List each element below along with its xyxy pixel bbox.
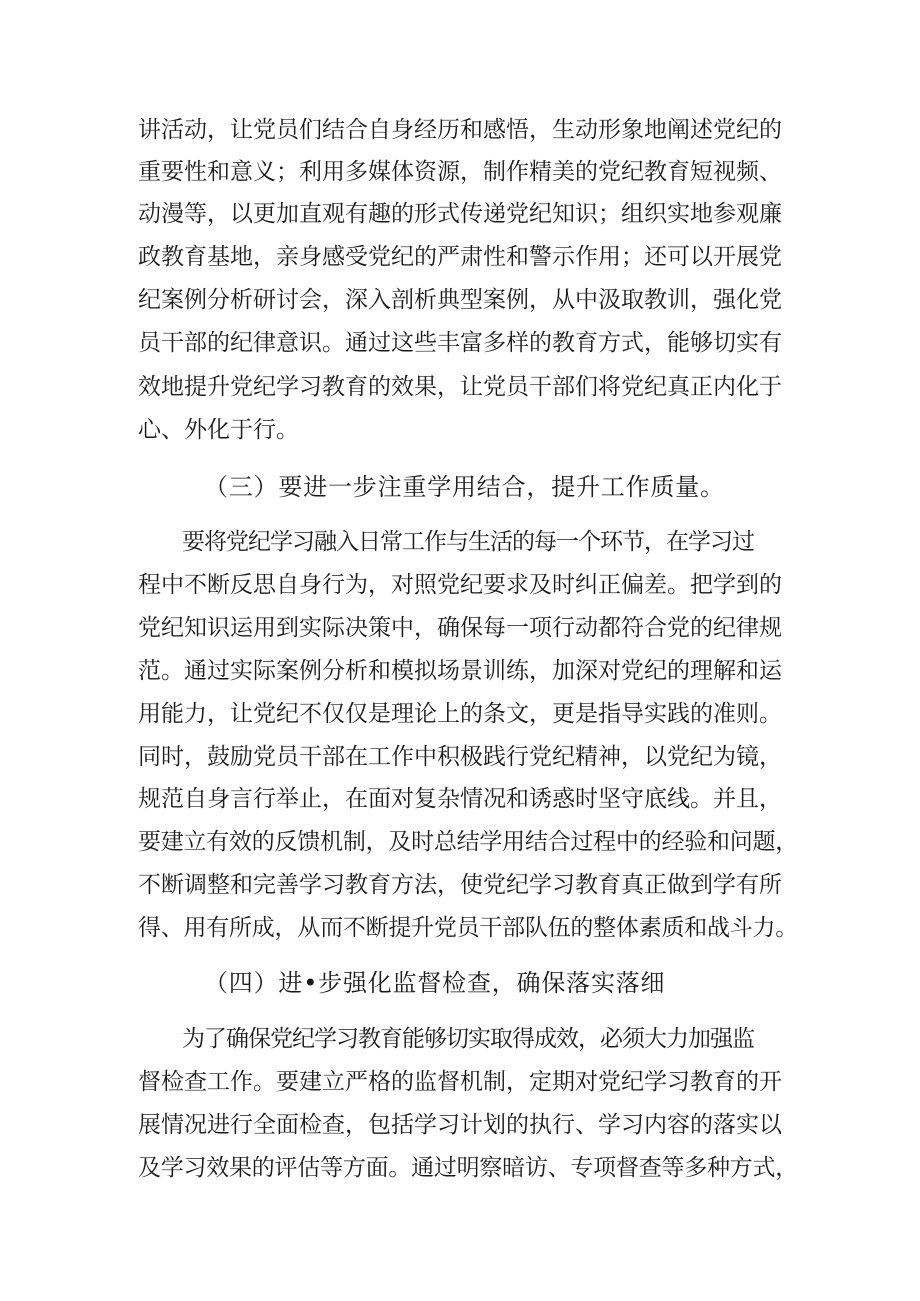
- paragraph-line: 党纪知识运用到实际决策中，确保每一项行动都符合党的纪律规: [138, 615, 782, 641]
- paragraph-line: 范。通过实际案例分析和模拟场景训练，加深对党纪的理解和运: [138, 658, 782, 684]
- paragraph-line: 及学习效果的评估等方面。通过明察暗访、专项督查等多种方式，: [138, 1155, 798, 1181]
- paragraph-line: 用能力，让党纪不仅仅是理论上的条文，更是指导实践的准则。: [138, 701, 782, 727]
- paragraph-line: 讲活动，让党员们结合自身经历和感悟，生动形象地阐述党纪的: [138, 117, 782, 143]
- paragraph-line: 重要性和意义；利用多媒体资源，制作精美的党纪教育短视频、: [138, 159, 782, 185]
- paragraph-line: 要建立有效的反馈机制，及时总结学用结合过程中的经验和问题，: [138, 829, 798, 855]
- paragraph-line: 为了确保党纪学习教育能够切实取得成效，必须大力加强监: [182, 1026, 754, 1052]
- paragraph-line: 动漫等，以更加直观有趣的形式传递党纪知识；组织实地参观廉: [138, 201, 782, 227]
- paragraph-line: 政教育基地，亲身感受党纪的严肃性和警示作用；还可以开展党: [138, 244, 782, 270]
- paragraph-line: 员干部的纪律意识。通过这些丰富多样的教育方式，能够切实有: [138, 330, 782, 356]
- paragraph-line: 纪案例分析研讨会，深入剖析典型案例，从中汲取教训，强化党: [138, 287, 782, 313]
- paragraph-line: 同时，鼓励党员干部在工作中积极践行党纪精神，以党纪为镜，: [138, 744, 782, 770]
- paragraph-line: 程中不断反思自身行为，对照党纪要求及时纠正偏差。把学到的: [138, 572, 782, 598]
- paragraph-line: 展情况进行全面检查，包括学习计划的执行、学习内容的落实以: [138, 1112, 782, 1138]
- paragraph-line: 效地提升党纪学习教育的效果，让党员干部们将党纪真正内化于: [138, 374, 782, 400]
- paragraph-line: 得、用有所成，从而不断提升党员干部队伍的整体素质和战斗力。: [138, 915, 798, 941]
- paragraph-line: 督检查工作。要建立严格的监督机制，定期对党纪学习教育的开: [138, 1069, 782, 1095]
- section-heading-3: （三）要进一步注重学用结合，提升工作质量。: [204, 473, 725, 501]
- paragraph-line: 要将党纪学习融入日常工作与生活的每一个环节，在学习过: [182, 529, 754, 555]
- paragraph-line: 规范自身言行举止，在面对复杂情况和诱惑时坚守底线。并且，: [138, 786, 782, 812]
- paragraph-line: 心、外化于行。: [138, 417, 299, 443]
- paragraph-line: 不断调整和完善学习教育方法，使党纪学习教育真正做到学有所: [138, 872, 782, 898]
- section-heading-4: （四）进•步强化监督检查，确保落实落细: [204, 969, 666, 997]
